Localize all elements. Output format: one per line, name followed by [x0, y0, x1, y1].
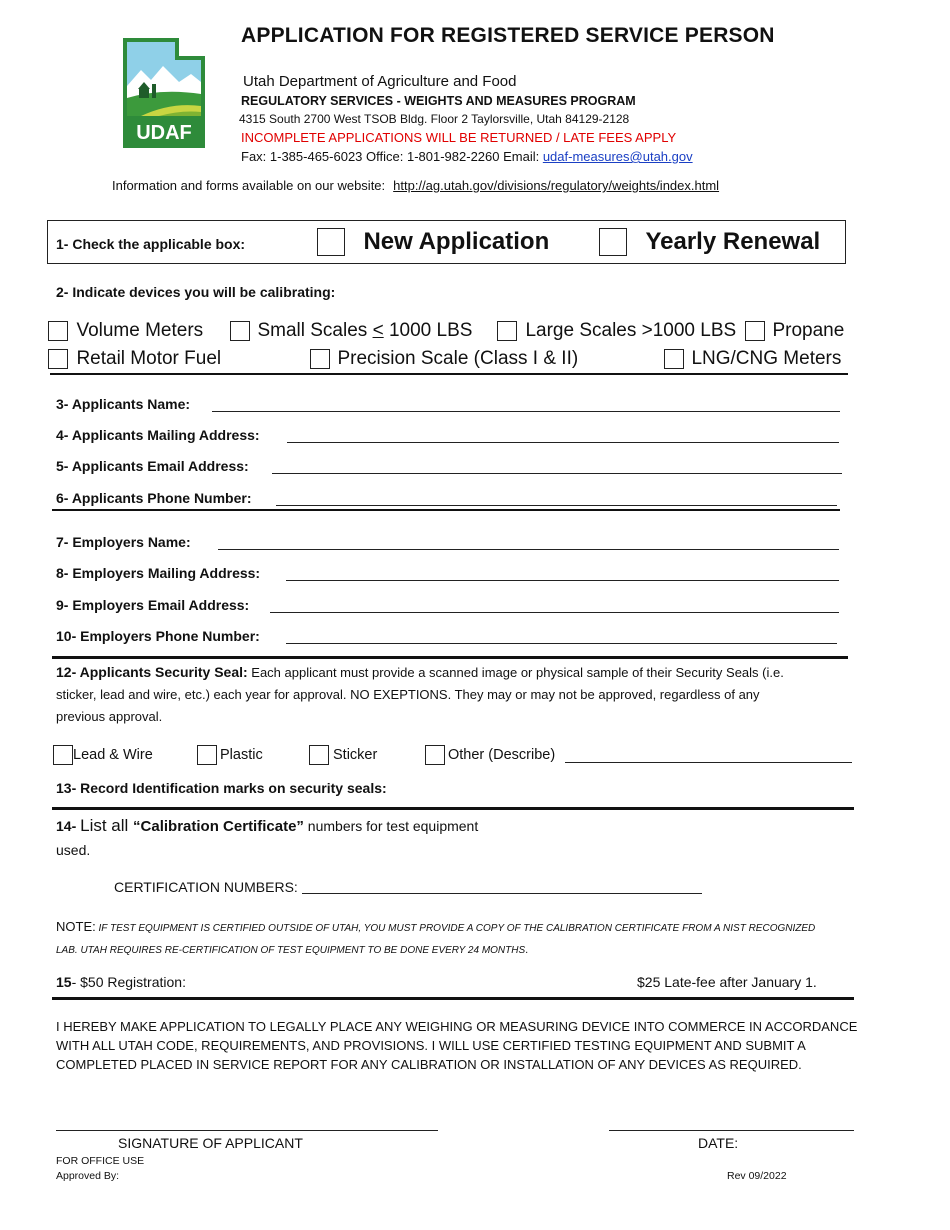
device-retail-motor-fuel — [48, 348, 221, 370]
signature-field[interactable] — [56, 1130, 438, 1131]
other-checkbox[interactable] — [425, 745, 445, 765]
applicant-phone-field[interactable] — [276, 505, 837, 506]
sticker-checkbox[interactable] — [309, 745, 329, 765]
section15-text: - $50 Registration: — [71, 974, 186, 990]
security-seal-text1: Each applicant must provide a scanned image or physical sample of their Security Seals (i.e. — [247, 665, 784, 680]
applicant-name-label: 3- Applicants Name: — [56, 396, 191, 412]
other-describe-field[interactable] — [565, 762, 852, 763]
yearly-renewal-checkbox[interactable] — [599, 228, 627, 256]
volume-meters-checkbox[interactable] — [48, 321, 68, 341]
section14-num: 14- — [56, 818, 81, 834]
retail-motor-fuel-checkbox[interactable] — [48, 349, 68, 369]
plastic-label: Plastic — [220, 747, 263, 763]
website-label: Information and forms available on our website: — [112, 178, 386, 193]
declaration — [56, 1017, 886, 1074]
section15-num: 15 — [56, 974, 72, 990]
employer-name-field[interactable] — [218, 549, 839, 550]
applicant-mailing-field[interactable] — [287, 442, 839, 443]
lead-wire-label: Lead & Wire — [73, 747, 153, 763]
divider — [52, 997, 854, 1000]
approved-by-label: Approved By: — [56, 1170, 120, 1182]
device-large-scales — [497, 320, 736, 342]
lead-wire-checkbox[interactable] — [53, 745, 73, 765]
section14-rest: numbers for test equipment — [303, 818, 479, 834]
note-end: . — [525, 944, 529, 956]
retail-motor-fuel-label: Retail Motor Fuel — [76, 348, 222, 369]
propane-label: Propane — [772, 320, 845, 341]
note-line1: IF TEST EQUIPMENT IS CERTIFIED OUTSIDE OF UTAH, YOU MUST PROVIDE A COPY OF THE CALIBRATION CERTIFICATE FROM A NIST RECOGNIZED — [95, 923, 816, 934]
divider — [52, 656, 848, 659]
section14-used: used. — [56, 842, 91, 858]
employer-email-field[interactable] — [270, 612, 839, 613]
security-seal-text2: sticker, lead and wire, etc.) each year for approval. NO EXEPTIONS. They may or may not be approved, regardless of any — [56, 687, 760, 702]
applicant-mailing-label: 4- Applicants Mailing Address: — [56, 427, 260, 443]
lng-cng-checkbox[interactable] — [664, 349, 684, 369]
section13-label: 13- Record Identification marks on security seals: — [56, 780, 387, 796]
logo-text: UDAF — [136, 122, 192, 144]
large-scales-label: Large Scales >1000 LBS — [525, 320, 737, 341]
small-scales-checkbox[interactable] — [230, 321, 250, 341]
precision-scale-label: Precision Scale (Class I & II) — [337, 348, 579, 369]
new-application-option — [317, 228, 549, 256]
plastic-checkbox[interactable] — [197, 745, 217, 765]
employer-name-label: 7- Employers Name: — [56, 534, 191, 550]
email-link[interactable]: udaf-measures@utah.gov — [542, 149, 693, 164]
employer-phone-label: 10- Employers Phone Number: — [56, 628, 260, 644]
cert-numbers-label: CERTIFICATION NUMBERS: — [114, 879, 298, 895]
employer-phone-field[interactable] — [286, 643, 837, 644]
divider — [50, 373, 848, 375]
office-use-label: FOR OFFICE USE — [56, 1155, 145, 1167]
device-small-scales — [230, 320, 472, 342]
small-scales-lt: < — [372, 320, 384, 341]
note-block — [56, 917, 876, 961]
applicant-name-field[interactable] — [212, 411, 840, 412]
contact-info — [241, 149, 693, 164]
device-precision-scale — [310, 348, 578, 370]
applicant-email-label: 5- Applicants Email Address: — [56, 458, 249, 474]
security-seal-label: 12- Applicants Security Seal: — [56, 664, 248, 680]
section14-list: List all — [80, 816, 134, 835]
small-scales-post: 1000 LBS — [383, 320, 473, 341]
seal-plastic — [197, 745, 263, 765]
declaration-line2: WITH ALL UTAH CODE, REQUIREMENTS, AND PROVISIONS. I WILL USE CERTIFIED TESTING EQUIPMENT AND SUBMIT A — [56, 1038, 806, 1053]
note-label: NOTE: — [56, 919, 96, 934]
website-link[interactable]: http://ag.utah.gov/divisions/regulatory/weights/index.html — [393, 178, 720, 193]
yearly-renewal-label: Yearly Renewal — [645, 228, 821, 255]
address: 4315 South 2700 West TSOB Bldg. Floor 2 Taylorsville, Utah 84129-2128 — [239, 112, 630, 126]
small-scales-label — [257, 320, 472, 341]
security-seal-section — [56, 661, 856, 728]
new-application-label: New Application — [363, 228, 550, 255]
signature-label: SIGNATURE OF APPLICANT — [118, 1135, 303, 1151]
registration-fee — [56, 974, 186, 990]
other-label: Other (Describe) — [448, 747, 556, 763]
security-seal-text3: previous approval. — [56, 709, 163, 724]
employer-mailing-label: 8- Employers Mailing Address: — [56, 565, 261, 581]
small-scales-pre: Small Scales — [257, 320, 373, 341]
program-name: REGULATORY SERVICES - WEIGHTS AND MEASURES PROGRAM — [241, 94, 636, 108]
declaration-line3: COMPLETED PLACED IN SERVICE REPORT FOR ANY CALIBRATION OR INSTALLATION OF ANY DEVICES AS REQUIRED. — [56, 1057, 802, 1072]
new-application-checkbox[interactable] — [317, 228, 345, 256]
applicant-phone-label: 6- Applicants Phone Number: — [56, 490, 252, 506]
volume-meters-label: Volume Meters — [76, 320, 204, 341]
contact-text: Fax: 1-385-465-6023 Office: 1-801-982-2260 Email: — [241, 149, 543, 164]
precision-scale-checkbox[interactable] — [310, 349, 330, 369]
device-lng-cng — [664, 348, 841, 370]
sticker-label: Sticker — [333, 747, 378, 763]
date-label: DATE: — [698, 1135, 739, 1151]
late-fee: $25 Late-fee after January 1. — [637, 974, 817, 990]
seal-other — [425, 745, 555, 765]
divider — [52, 807, 854, 810]
section2-label: 2- Indicate devices you will be calibrating: — [56, 284, 336, 300]
date-field[interactable] — [609, 1130, 854, 1131]
seal-sticker — [309, 745, 377, 765]
divider — [52, 509, 840, 511]
website-info — [112, 178, 719, 193]
udaf-logo-graphic — [121, 36, 207, 150]
seal-lead-wire — [53, 745, 153, 765]
department-name: Utah Department of Agriculture and Food — [243, 73, 517, 90]
applicant-email-field[interactable] — [272, 473, 842, 474]
device-propane — [745, 320, 844, 342]
warning-text: INCOMPLETE APPLICATIONS WILL BE RETURNED / LATE FEES APPLY — [241, 130, 677, 145]
page-title: APPLICATION FOR REGISTERED SERVICE PERSON — [241, 24, 775, 47]
employer-mailing-field[interactable] — [286, 580, 839, 581]
declaration-line1: I HEREBY MAKE APPLICATION TO LEGALLY PLACE ANY WEIGHING OR MEASURING DEVICE INTO COMMERCE IN ACCORDANCE — [56, 1019, 858, 1034]
lng-cng-label: LNG/CNG Meters — [691, 348, 842, 369]
large-scales-checkbox[interactable] — [497, 321, 517, 341]
revision-label: Rev 09/2022 — [727, 1170, 787, 1182]
section14-label — [56, 816, 478, 836]
employer-email-label: 9- Employers Email Address: — [56, 597, 250, 613]
section1-label: 1- Check the applicable box: — [56, 236, 246, 252]
note-line2: LAB. UTAH REQUIRES RE-CERTIFICATION OF TEST EQUIPMENT TO BE DONE EVERY 24 MONTHS — [56, 945, 526, 956]
section14-cert: “Calibration Certificate” — [133, 818, 304, 835]
propane-checkbox[interactable] — [745, 321, 765, 341]
yearly-renewal-option — [599, 228, 820, 256]
device-volume-meters — [48, 320, 203, 342]
cert-numbers-field[interactable] — [302, 893, 702, 894]
udaf-logo — [121, 36, 207, 150]
